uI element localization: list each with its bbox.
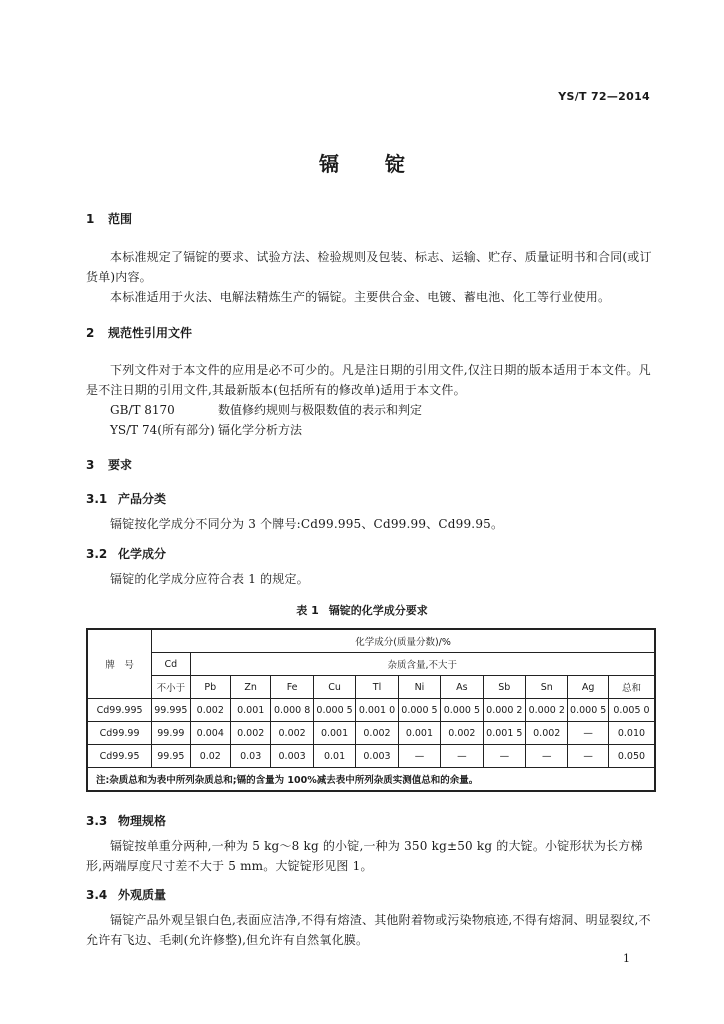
composition-header: 化学成分(质量分数)/% [152, 629, 655, 653]
value-cell: 0.005 0 [608, 699, 655, 722]
reference-title: 镉化学分析方法 [218, 423, 303, 437]
reference-item [110, 420, 302, 440]
value-cell: 0.001 [398, 722, 440, 745]
value-cell: 0.003 [271, 745, 313, 768]
value-cell: 0.01 [313, 745, 355, 768]
section-number: 3 [86, 458, 95, 472]
section-title: 规范性引用文件 [108, 326, 193, 340]
table-row [87, 722, 655, 745]
value-cell: 0.000 8 [271, 699, 313, 722]
section-1-heading [86, 210, 132, 227]
element-header: Tl [356, 676, 398, 699]
value-cell: 0.002 [441, 722, 483, 745]
value-cell: 0.001 [313, 722, 355, 745]
value-cell: — [398, 745, 440, 768]
element-header: Ni [398, 676, 440, 699]
value-cell: 0.001 5 [483, 722, 525, 745]
value-cell: 0.000 5 [313, 699, 355, 722]
section-number: 1 [86, 212, 95, 226]
section-title: 化学成分 [118, 547, 167, 561]
reference-code: GB/T 8170 [110, 403, 175, 417]
value-cell: 0.000 5 [441, 699, 483, 722]
value-cell: 0.000 2 [526, 699, 568, 722]
section-3-1-heading [86, 490, 166, 507]
table-row [87, 745, 655, 768]
table-note: 注:杂质总和为表中所列杂质总和;镉的含量为 100%减去表中所列杂质实测值总和的余量。 [87, 768, 655, 792]
section-3-2-heading [86, 545, 166, 562]
cd-cell: 99.99 [152, 722, 190, 745]
value-cell: 0.002 [356, 722, 398, 745]
reference-item [110, 400, 422, 420]
cd-min-header: 不小于 [152, 676, 190, 699]
brand-cell: Cd99.95 [87, 745, 152, 768]
value-cell: 0.001 0 [356, 699, 398, 722]
section-title: 产品分类 [118, 492, 167, 506]
value-cell: 0.000 5 [398, 699, 440, 722]
value-cell: 0.010 [608, 722, 655, 745]
chemical-composition-table [86, 628, 656, 792]
section-3-1-paragraph: 镉锭按化学成分不同分为 3 个牌号:Cd99.995、Cd99.99、Cd99.95。 [110, 517, 504, 531]
element-header: As [441, 676, 483, 699]
table-header-row [87, 629, 655, 653]
value-cell: 0.004 [190, 722, 230, 745]
section-3-2-paragraph: 镉锭的化学成分应符合表 1 的规定。 [110, 572, 309, 586]
page-title: 镉锭 [319, 152, 451, 176]
value-cell: 0.003 [356, 745, 398, 768]
reference-code: YS/T 74(所有部分) [110, 423, 215, 437]
brand-header: 牌 号 [87, 629, 152, 699]
table-row [87, 699, 655, 722]
value-cell: — [526, 745, 568, 768]
table-caption [0, 602, 724, 618]
standard-code: YS/T 72—2014 [558, 90, 650, 103]
cd-header: Cd [152, 653, 190, 676]
value-cell: 0.002 [230, 722, 270, 745]
cd-cell: 99.995 [152, 699, 190, 722]
table-header-row [87, 676, 655, 699]
section-number: 2 [86, 326, 95, 340]
section-title: 外观质量 [118, 888, 167, 902]
section-3-3-heading [86, 812, 166, 829]
section-number: 3.4 [86, 888, 108, 902]
section-3-3-paragraph: 镉锭按单重分两种,一种为 5 kg～8 kg 的小锭,一种为 350 kg±50 kg 的大锭。小锭形状为长方梯形,两端厚度尺寸差不大于 5 mm。大锭锭形见图 1。 [86, 839, 643, 873]
section-3-4-heading [86, 886, 166, 903]
value-cell: — [568, 745, 608, 768]
value-cell: 0.03 [230, 745, 270, 768]
value-cell: — [568, 722, 608, 745]
section-title: 物理规格 [118, 814, 167, 828]
element-header: Pb [190, 676, 230, 699]
element-header: 总和 [608, 676, 655, 699]
value-cell: 0.050 [608, 745, 655, 768]
page-number: 1 [623, 952, 630, 965]
value-cell: 0.000 2 [483, 699, 525, 722]
value-cell: 0.02 [190, 745, 230, 768]
section-3-heading [86, 456, 132, 473]
reference-title: 数值修约规则与极限数值的表示和判定 [218, 403, 423, 417]
value-cell: 0.002 [271, 722, 313, 745]
section-number: 3.2 [86, 547, 108, 561]
section-number: 3.3 [86, 814, 108, 828]
table-title: 镉锭的化学成分要求 [328, 604, 428, 617]
element-header: Cu [313, 676, 355, 699]
section-1-paragraph-2: 本标准适用于火法、电解法精炼生产的镉锭。主要供合金、电镀、蓄电池、化工等行业使用。 [110, 290, 611, 304]
section-2-heading [86, 324, 192, 341]
element-header: Ag [568, 676, 608, 699]
element-header: Sn [526, 676, 568, 699]
value-cell: 0.002 [190, 699, 230, 722]
impurity-header: 杂质含量,不大于 [190, 653, 655, 676]
section-3-4-paragraph: 镉锭产品外观呈银白色,表面应洁净,不得有熔渣、其他附着物或污染物痕迹,不得有熔洞、明显裂纹,不允许有飞边、毛刺(允许修整),但允许有自然氧化膜。 [86, 913, 651, 947]
value-cell: 0.001 [230, 699, 270, 722]
section-title: 要求 [108, 458, 133, 472]
value-cell: — [483, 745, 525, 768]
brand-cell: Cd99.995 [87, 699, 152, 722]
table-note-row [87, 768, 655, 792]
section-number: 3.1 [86, 492, 108, 506]
table-label: 表 1 [296, 604, 319, 617]
element-header: Sb [483, 676, 525, 699]
element-header: Fe [271, 676, 313, 699]
cd-cell: 99.95 [152, 745, 190, 768]
value-cell: — [441, 745, 483, 768]
table-header-row [87, 653, 655, 676]
value-cell: 0.002 [526, 722, 568, 745]
value-cell: 0.000 5 [568, 699, 608, 722]
section-2-paragraph-1: 下列文件对于本文件的应用是必不可少的。凡是注日期的引用文件,仅注日期的版本适用于本文件。凡是不注日期的引用文件,其最新版本(包括所有的修改单)适用于本文件。 [86, 363, 651, 397]
section-title: 范围 [108, 212, 133, 226]
section-1-paragraph-1: 本标准规定了镉锭的要求、试验方法、检验规则及包装、标志、运输、贮存、质量证明书和合同(或订货单)内容。 [86, 250, 652, 284]
brand-cell: Cd99.99 [87, 722, 152, 745]
element-header: Zn [230, 676, 270, 699]
